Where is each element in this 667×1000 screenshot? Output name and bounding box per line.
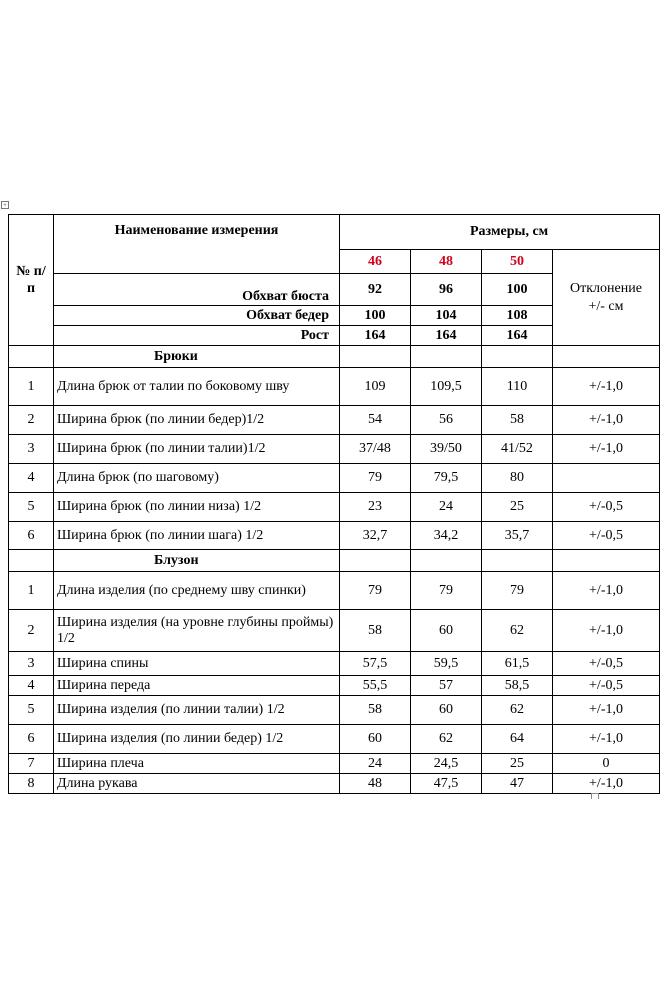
measurement-name: Ширина брюк (по линии бедер)1/2 xyxy=(54,406,340,435)
value-size-46: 23 xyxy=(340,493,411,522)
row-number: 4 xyxy=(9,676,54,696)
value-size-46: 54 xyxy=(340,406,411,435)
value-size-46: 55,5 xyxy=(340,676,411,696)
value-size-50: 47 xyxy=(482,774,553,794)
value-size-50: 80 xyxy=(482,464,553,493)
value-size-46: 32,7 xyxy=(340,522,411,550)
table-row xyxy=(9,696,660,725)
table-row xyxy=(9,652,660,676)
deviation-value: +/-1,0 xyxy=(553,406,660,435)
value-size-46: 58 xyxy=(340,696,411,725)
value-size-48: 60 xyxy=(411,610,482,652)
deviation-value: +/-0,5 xyxy=(553,522,660,550)
value-size-50: 58 xyxy=(482,406,553,435)
header-num-cell xyxy=(9,215,54,346)
param-value: 108 xyxy=(482,306,553,326)
deviation-value: +/-0,5 xyxy=(553,652,660,676)
row-number: 5 xyxy=(9,696,54,725)
deviation-value: +/-1,0 xyxy=(553,696,660,725)
header-sizes-label: Размеры, см xyxy=(470,224,549,239)
value-size-46: 109 xyxy=(340,368,411,406)
measurement-name: Ширина изделия (по линии бедер) 1/2 xyxy=(54,725,340,754)
value-size-46: 60 xyxy=(340,725,411,754)
value-size-50: 25 xyxy=(482,493,553,522)
row-number: 3 xyxy=(9,652,54,676)
row-number: 7 xyxy=(9,754,54,774)
deviation-value: +/-1,0 xyxy=(553,368,660,406)
measurement-name: Ширина плеча xyxy=(54,754,340,774)
row-number: 2 xyxy=(9,406,54,435)
section-empty-cell xyxy=(411,550,482,572)
row-number: 1 xyxy=(9,572,54,610)
header-deviation-cell xyxy=(553,250,660,346)
row-number: 1 xyxy=(9,368,54,406)
section-empty-cell xyxy=(482,550,553,572)
measurement-name: Длина брюк (по шаговому) xyxy=(54,464,340,493)
deviation-value: +/-1,0 xyxy=(553,774,660,794)
size-measurements-table xyxy=(8,214,660,794)
section-num-cell xyxy=(9,550,54,572)
section-empty-cell xyxy=(553,346,660,368)
deviation-value xyxy=(553,464,660,493)
param-label-height: Рост xyxy=(54,326,340,346)
section-title: Блузон xyxy=(54,550,340,572)
measurement-name: Ширина изделия (по линии талии) 1/2 xyxy=(54,696,340,725)
row-number: 4 xyxy=(9,464,54,493)
value-size-46: 57,5 xyxy=(340,652,411,676)
value-size-50: 110 xyxy=(482,368,553,406)
header-sizes-cell xyxy=(340,215,660,250)
table-row xyxy=(9,725,660,754)
param-value: 96 xyxy=(411,274,482,306)
measurement-name: Ширина брюк (по линии талии)1/2 xyxy=(54,435,340,464)
param-value: 164 xyxy=(482,326,553,346)
value-size-50: 58,5 xyxy=(482,676,553,696)
section-row xyxy=(9,550,660,572)
value-size-46: 79 xyxy=(340,572,411,610)
table-row xyxy=(9,368,660,406)
measurement-name: Ширина спины xyxy=(54,652,340,676)
row-number: 8 xyxy=(9,774,54,794)
section-empty-cell xyxy=(553,550,660,572)
measurement-name: Длина изделия (по среднему шву спинки) xyxy=(54,572,340,610)
table-end-mark-icon xyxy=(591,793,599,799)
param-label-hips: Обхват бедер xyxy=(54,306,340,326)
param-value: 100 xyxy=(340,306,411,326)
table-row xyxy=(9,774,660,794)
row-number: 5 xyxy=(9,493,54,522)
table-row xyxy=(9,464,660,493)
value-size-48: 79,5 xyxy=(411,464,482,493)
value-size-48: 79 xyxy=(411,572,482,610)
table-row xyxy=(9,754,660,774)
table-row xyxy=(9,676,660,696)
row-number: 2 xyxy=(9,610,54,652)
measurement-name: Ширина переда xyxy=(54,676,340,696)
deviation-value: +/-1,0 xyxy=(553,610,660,652)
value-size-48: 24 xyxy=(411,493,482,522)
measurement-name: Длина рукава xyxy=(54,774,340,794)
value-size-50: 25 xyxy=(482,754,553,774)
value-size-46: 58 xyxy=(340,610,411,652)
value-size-48: 59,5 xyxy=(411,652,482,676)
size-48: 48 xyxy=(411,250,482,274)
table-row xyxy=(9,493,660,522)
param-value: 92 xyxy=(340,274,411,306)
table-anchor-icon[interactable]: + xyxy=(1,201,9,209)
value-size-50: 62 xyxy=(482,696,553,725)
section-row xyxy=(9,346,660,368)
section-title: Брюки xyxy=(54,346,340,368)
row-number: 3 xyxy=(9,435,54,464)
value-size-46: 79 xyxy=(340,464,411,493)
param-value: 100 xyxy=(482,274,553,306)
value-size-46: 48 xyxy=(340,774,411,794)
param-value: 104 xyxy=(411,306,482,326)
value-size-48: 34,2 xyxy=(411,522,482,550)
value-size-48: 62 xyxy=(411,725,482,754)
size-46: 46 xyxy=(340,250,411,274)
header-deviation-label: Отклонение +/- см xyxy=(570,280,642,314)
section-empty-cell xyxy=(411,346,482,368)
section-empty-cell xyxy=(340,346,411,368)
deviation-value: +/-0,5 xyxy=(553,676,660,696)
value-size-48: 109,5 xyxy=(411,368,482,406)
header-num-label: № п/п xyxy=(16,264,46,296)
row-number: 6 xyxy=(9,725,54,754)
measurement-name: Ширина изделия (на уровне глубины проймы) 1/2 xyxy=(54,610,340,652)
section-num-cell xyxy=(9,346,54,368)
value-size-50: 35,7 xyxy=(482,522,553,550)
deviation-value: +/-1,0 xyxy=(553,435,660,464)
param-label-bust: Обхват бюста xyxy=(54,274,340,306)
value-size-48: 57 xyxy=(411,676,482,696)
table-row xyxy=(9,435,660,464)
value-size-46: 37/48 xyxy=(340,435,411,464)
table-row xyxy=(9,610,660,652)
value-size-48: 56 xyxy=(411,406,482,435)
value-size-50: 61,5 xyxy=(482,652,553,676)
row-number: 6 xyxy=(9,522,54,550)
deviation-value: 0 xyxy=(553,754,660,774)
header-name-label: Наименование измерения xyxy=(114,223,279,238)
value-size-50: 41/52 xyxy=(482,435,553,464)
value-size-48: 24,5 xyxy=(411,754,482,774)
param-value: 164 xyxy=(340,326,411,346)
value-size-48: 47,5 xyxy=(411,774,482,794)
value-size-50: 64 xyxy=(482,725,553,754)
measurement-name: Ширина брюк (по линии низа) 1/2 xyxy=(54,493,340,522)
header-name-cell xyxy=(54,215,340,274)
measurement-name: Ширина брюк (по линии шага) 1/2 xyxy=(54,522,340,550)
param-value: 164 xyxy=(411,326,482,346)
size-50: 50 xyxy=(482,250,553,274)
section-empty-cell xyxy=(482,346,553,368)
value-size-48: 39/50 xyxy=(411,435,482,464)
value-size-46: 24 xyxy=(340,754,411,774)
section-empty-cell xyxy=(340,550,411,572)
table-row xyxy=(9,522,660,550)
value-size-50: 62 xyxy=(482,610,553,652)
value-size-50: 79 xyxy=(482,572,553,610)
deviation-value: +/-1,0 xyxy=(553,725,660,754)
deviation-value: +/-1,0 xyxy=(553,572,660,610)
table-row xyxy=(9,572,660,610)
deviation-value: +/-0,5 xyxy=(553,493,660,522)
value-size-48: 60 xyxy=(411,696,482,725)
table-row xyxy=(9,406,660,435)
measurement-name: Длина брюк от талии по боковому шву xyxy=(54,368,340,406)
